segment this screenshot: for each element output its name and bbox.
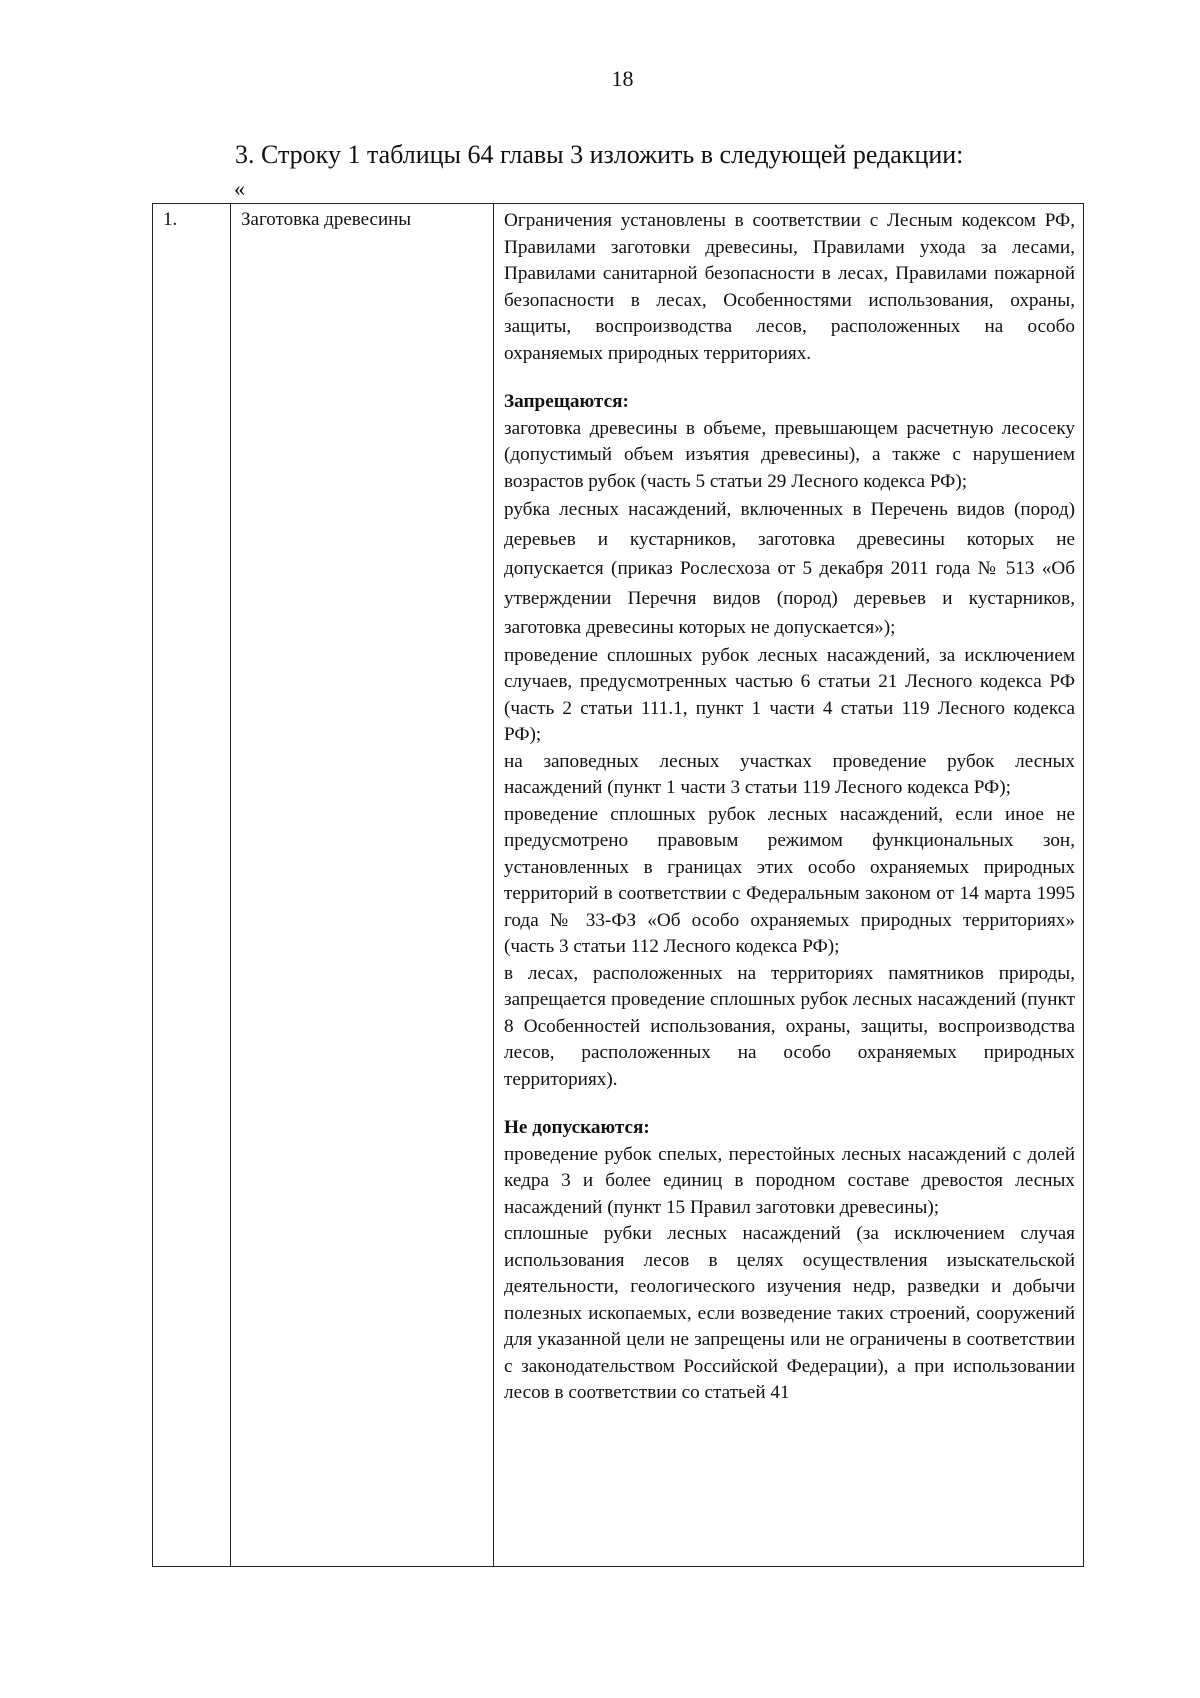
row-number: 1. [153, 204, 231, 1567]
not-allowed-title: Не допускаются: [504, 1117, 650, 1138]
prohibited-item: в лесах, расположенных на территориях памятников природы, запрещается проведение сплошных рубок лесных насаждений (пункт 8 Особенностей использования, охраны, защиты, воспроизводства лесов, расположенных на особо охраняемых природных территориях). [504, 962, 1075, 1090]
not-allowed-item: сплошные рубки лесных насаждений (за исключением случая использования лесов в целях осуществления изыскательской деятельности, геологического изучения недр, разведки и добычи полезных ископаемых, если возведение таких строений, сооружений для указанной цели не запрещены или не ограничены в соответствии с законодательством Российской Федерации), а при использовании лесов в соответствии со статьей 41 [504, 1223, 1075, 1403]
opening-quote: « [234, 176, 245, 201]
prohibited-title: Запрещаются: [504, 391, 629, 412]
section-heading: 3. Строку 1 таблицы 64 главы 3 изложить в следующей редакции: [235, 140, 964, 169]
restrictions-intro: Ограничения установлены в соответствии с Лесным кодексом РФ, Правилами заготовки древесины, Правилами ухода за лесами, Правилами санитарной безопасности в лесах, Правилами пожарной безопасности в лесах, Особенностями использования, охраны, защиты, воспроизводства лесов, расположенных на особо охраняемых природных территориях. [504, 210, 1075, 364]
row-restrictions-cell [494, 204, 1084, 1567]
row-activity-name: Заготовка древесины [231, 204, 494, 1567]
page-number: 18 [611, 66, 634, 91]
not-allowed-item: проведение рубок спелых, перестойных лесных насаждений с долей кедра 3 и более единиц в породном составе древостоя лесных насаждений (пункт 15 Правил заготовки древесины); [504, 1143, 1075, 1218]
regulation-table [152, 203, 1084, 1567]
prohibited-item: проведение сплошных рубок лесных насаждений, за исключением случаев, предусмотренных частью 6 статьи 21 Лесного кодекса РФ (часть 2 статьи 111.1, пункт 1 части 4 статьи 119 Лесного кодекса РФ); [504, 644, 1075, 745]
prohibited-item: на заповедных лесных участках проведение рубок лесных насаждений (пункт 1 части 3 статьи 119 Лесного кодекса РФ); [504, 750, 1075, 798]
prohibited-item: заготовка древесины в объеме, превышающем расчетную лесосеку (допустимый объем изъятия древесины), а также с нарушением возрастов рубок (часть 5 статьи 29 Лесного кодекса РФ); [504, 417, 1075, 492]
table-row [153, 204, 1084, 1567]
prohibited-item: проведение сплошных рубок лесных насаждений, если иное не предусмотрено правовым режимом функциональных зон, установленных в границах этих особо охраняемых природных территорий в соответствии с Федеральным законом от 14 марта 1995 года № 33-ФЗ «Об особо охраняемых природных территориях» (часть 3 статьи 112 Лесного кодекса РФ); [504, 803, 1075, 957]
prohibited-item: рубка лесных насаждений, включенных в Перечень видов (пород) деревьев и кустарников, заготовка древесины которых не допускается (приказ Рослесхоза от 5 декабря 2011 года № 513 «Об утверждении Перечня видов (пород) деревьев и кустарников, заготовка древесины которых не допускается»); [504, 499, 1075, 638]
